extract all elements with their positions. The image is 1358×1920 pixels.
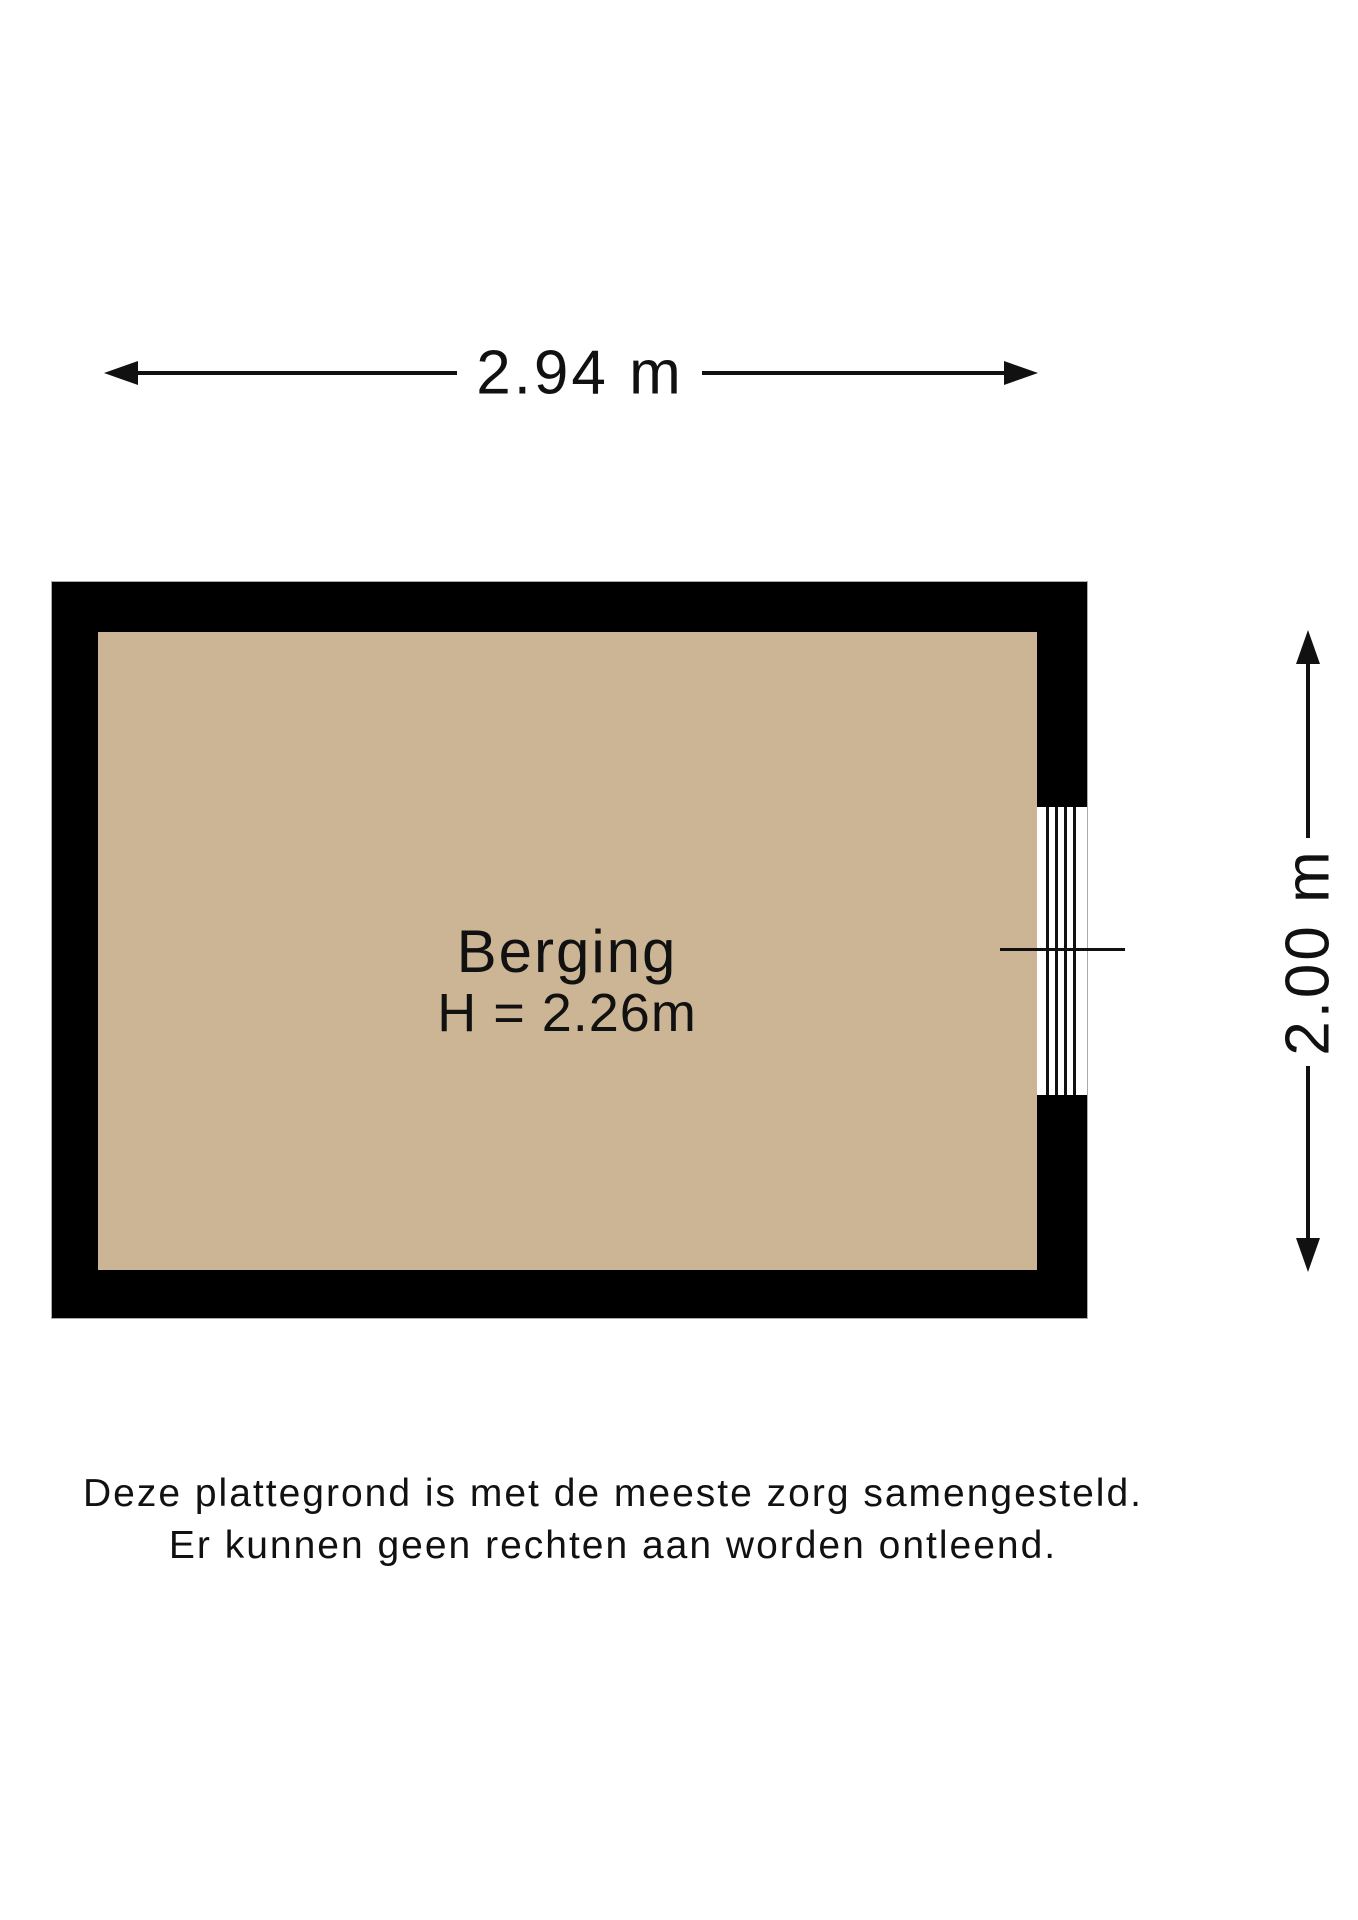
window-pane-line (1046, 807, 1049, 1095)
width-dimension-line-left (137, 371, 457, 375)
window-pane-line (1064, 807, 1067, 1095)
width-dimension-label: 2.94 m (476, 338, 684, 408)
disclaimer (0, 1468, 1226, 1572)
room-label-block (437, 920, 697, 1042)
height-dimension-up-arrow-icon (1296, 630, 1320, 664)
height-dimension-line-bottom (1306, 1066, 1310, 1238)
width-dimension-left-arrow-icon (104, 361, 138, 385)
window-pane-line (1073, 807, 1076, 1095)
window-symbol (1037, 807, 1087, 1095)
height-dimension-line-top (1306, 663, 1310, 838)
window-sill-line (1000, 948, 1125, 951)
width-dimension-right-arrow-icon (1004, 361, 1038, 385)
width-dimension-line-right (702, 371, 1004, 375)
disclaimer-line-1: Deze plattegrond is met de meeste zorg samengesteld. (82, 1472, 1143, 1515)
disclaimer-line-2: Er kunnen geen rechten aan worden ontleend. (168, 1524, 1058, 1567)
height-dimension-label: 2.00 m (1273, 848, 1343, 1056)
window-pane-line (1055, 807, 1058, 1095)
room-height-label: H = 2.26m (437, 983, 697, 1043)
height-dimension-down-arrow-icon (1296, 1238, 1320, 1272)
room-name-label: Berging (456, 918, 678, 985)
